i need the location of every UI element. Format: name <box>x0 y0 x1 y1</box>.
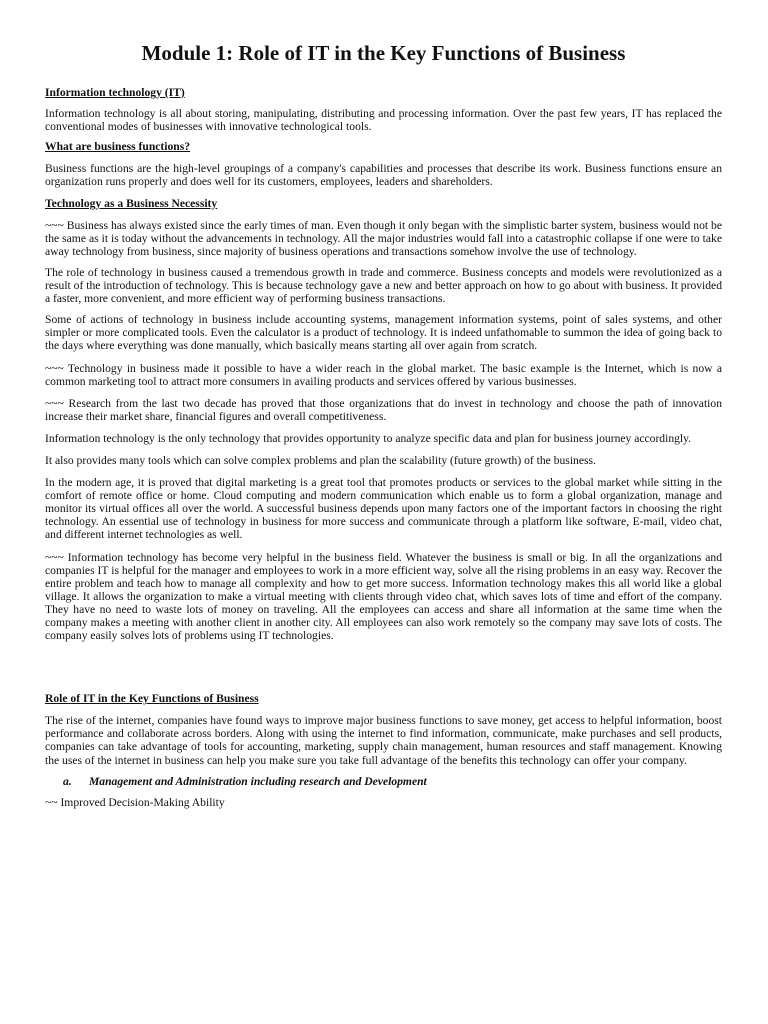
paragraph: ~~~ Business has always existed since the early times of man. Even though it only began with the simplistic barter system, business would not be the same as it is today without the advancements in technology. All the major industries would fall into a catastrophic collapse if one were to take away technology from business, since majority of business operations and transactions somehow involve the use of technology. <box>45 218 722 258</box>
list-marker: a. <box>63 774 72 788</box>
section-heading-it: Information technology (IT) <box>45 86 185 99</box>
section-heading-technology-necessity: Technology as a Business Necessity <box>45 196 218 210</box>
paragraph: Some of actions of technology in business include accounting systems, management information systems, point of sales systems, and other simpler or more complicated tools. Even the calculator is a product of technology. It is indeed unfathomable to summon the idea of going back to the days where everything was done manually, which basically means starting all over again from scratch. <box>45 313 722 353</box>
paragraph: The role of technology in business caused a tremendous growth in trade and commerce. Business concepts and models were revolutionized as a result of the introduction of technology. This is because technology gave a new and better approach on how to go about with business. It provided a faster, more convenient, and more efficient way of performing business transactions. <box>45 265 722 306</box>
paragraph: In the modern age, it is proved that digital marketing is a great tool that promotes products or services to the global market while sitting in the comfort of remote office or home. Cloud computing and modern communication which enable us to form a global organization, manage and monitor its virtual offices all over the world. A successful business depends upon many factors one of the important factors in choosing the right technology. An essential use of technology in business for more success and communicate through a platform like software, E-mail, video chat, and different internet technologies as well. <box>45 476 722 542</box>
paragraph: The rise of the internet, companies have found ways to improve major business functions to save money, get access to helpful information, boost performance and collaborate across borders. Along with using the internet to find information, communicate, make purchases and sell products, companies can take advantage of tools for accounting, marketing, supply chain management, human resources and staff management. Knowing the uses of the internet in business can help you make sure you take full advantage of the benefits this technology can offer your company. <box>45 714 722 767</box>
section-heading-business-functions: What are business functions? <box>45 140 191 154</box>
paragraph: ~~ Improved Decision-Making Ability <box>45 795 225 809</box>
page-title: Module 1: Role of IT in the Key Functions of Business <box>141 41 626 65</box>
paragraph: ~~~ Research from the last two decade has proved that those organizations that do invest in technology and choose the path of innovation increase their market share, financial figures and overall competitiveness. <box>45 396 722 423</box>
subheading-text: Management and Administration including research and Development <box>89 774 427 788</box>
paragraph: Information technology is all about storing, manipulating, distributing and processing information. Over the past few years, IT has replaced the conventional modes of businesses with innovative technological tools. <box>45 107 722 134</box>
subheading-management <box>45 775 722 788</box>
section-heading-role-of-it: Role of IT in the Key Functions of Business <box>45 692 259 706</box>
paragraph: It also provides many tools which can solve complex problems and plan the scalability (future growth) of the business. <box>45 453 596 467</box>
paragraph: Business functions are the high-level groupings of a company's capabilities and processes that describe its work. Business functions ensure an organization runs properly and does well for its customers, employees, leaders and shareholders. <box>45 162 722 189</box>
paragraph: ~~~ Information technology has become very helpful in the business field. Whatever the business is small or big. In all the organizations and companies IT is helpful for the manager and employees to work in a more efficient way, solve all the rising problems in an easy way. Recover the entire problem and teach how to manage all complexity and how to get more success. Information technology makes this all world like a global village. It allows the organization to make a virtual meeting with clients through video chat, which saves lots of time and effort of the company. They have no need to waste lots of money on traveling. All the employees can access and share all information at the same time when the company makes a meeting with another client in another city. All employees can also work remotely so the company may save lots of costs. The company easily solves lots of problems using IT technologies. <box>45 550 722 643</box>
paragraph: ~~~ Technology in business made it possible to have a wider reach in the global market. The basic example is the Internet, which is now a common marketing tool to attract more consumers in availing products and services offered by various businesses. <box>45 361 722 388</box>
document-page <box>45 0 722 809</box>
paragraph: Information technology is the only technology that provides opportunity to analyze specific data and plan for business journey accordingly. <box>45 431 692 445</box>
